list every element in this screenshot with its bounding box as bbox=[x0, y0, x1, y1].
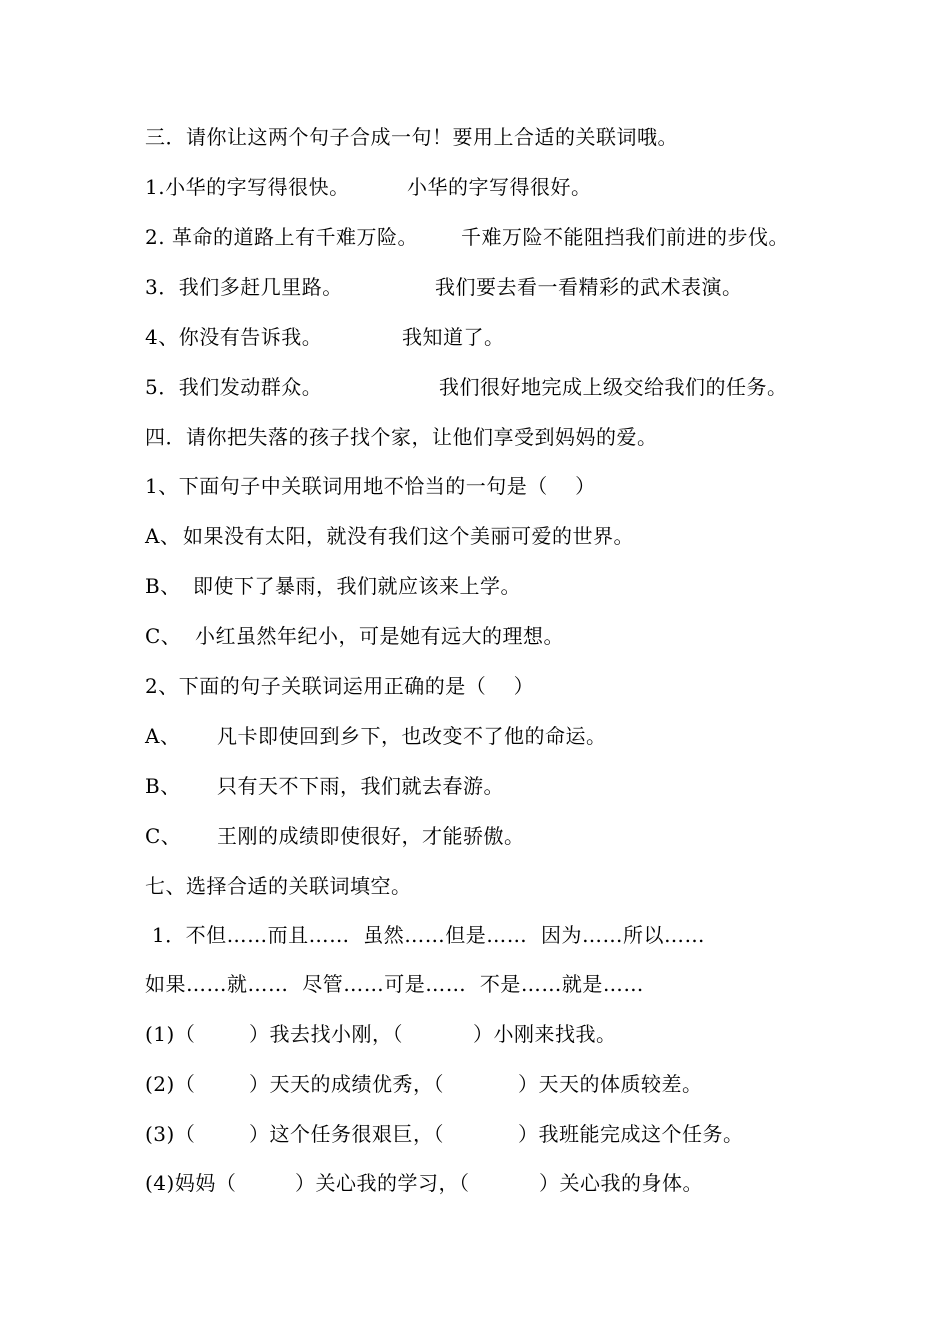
word-bank-line-2: 如果……就…… 尽管……可是…… 不是……就是…… bbox=[145, 972, 644, 996]
sentence-left: 4、你没有告诉我。 bbox=[145, 325, 323, 349]
blank-prefix: (3)（ bbox=[145, 1122, 196, 1146]
sentence-left: 5．我们发动群众。 bbox=[145, 375, 323, 399]
option-text: 凡卡即使回到乡下，也改变不了他的命运。 bbox=[217, 724, 607, 748]
blank-mid: ）关心我的学习，（ bbox=[295, 1171, 470, 1195]
option-label: C、 bbox=[145, 624, 182, 648]
section-7-heading: 七、选择合适的关联词填空。 bbox=[145, 874, 412, 898]
blank-prefix: (4)妈妈（ bbox=[145, 1171, 237, 1195]
option-label: C、 bbox=[145, 824, 182, 848]
blank-suffix: ）天天的体质较差。 bbox=[518, 1072, 703, 1096]
option-label: B、 bbox=[145, 774, 181, 798]
option-label: A、 bbox=[145, 524, 181, 548]
section-4-heading: 四．请你把失落的孩子找个家，让他们享受到妈妈的爱。 bbox=[145, 425, 658, 449]
question-1-stem: 1、下面句子中关联词用地不恰当的一句是（ ） bbox=[145, 474, 596, 498]
sentence-left: 2. 革命的道路上有千难万险。 bbox=[145, 225, 418, 249]
sentence-left: 3．我们多赶几里路。 bbox=[145, 275, 343, 299]
sentence-right: 小华的字写得很好。 bbox=[407, 175, 592, 199]
option-label: A、 bbox=[145, 724, 181, 748]
blank-prefix: (1)（ bbox=[145, 1022, 196, 1046]
blank-suffix: ）关心我的身体。 bbox=[539, 1171, 703, 1195]
option-text: 小红虽然年纪小，可是她有远大的理想。 bbox=[195, 624, 564, 648]
option-text: 只有天不下雨，我们就去春游。 bbox=[217, 774, 504, 798]
sentence-right: 千难万险不能阻挡我们前进的步伐。 bbox=[461, 225, 789, 249]
sentence-right: 我们要去看一看精彩的武术表演。 bbox=[435, 275, 743, 299]
blank-mid: ）我去找小刚，（ bbox=[249, 1022, 403, 1046]
blank-mid: ）这个任务很艰巨，（ bbox=[249, 1122, 444, 1146]
fill-blank-4 bbox=[145, 1170, 703, 1274]
blank-prefix: (2)（ bbox=[145, 1072, 196, 1096]
sentence-right: 我们很好地完成上级交给我们的任务。 bbox=[439, 375, 788, 399]
word-bank-line-1: 1．不但……而且…… 虽然……但是…… 因为……所以…… bbox=[145, 923, 706, 947]
option-text: 王刚的成绩即使很好，才能骄傲。 bbox=[217, 824, 525, 848]
question-2-stem: 2、下面的句子关联词运用正确的是（ ） bbox=[145, 674, 535, 698]
option-label: B、 bbox=[145, 574, 181, 598]
section-3-heading: 三．请你让这两个句子合成一句！要用上合适的关联词哦。 bbox=[145, 125, 678, 149]
sentence-left: 1.小华的字写得很快。 bbox=[145, 175, 350, 199]
blank-suffix: ）小刚来找我。 bbox=[473, 1022, 617, 1046]
blank-suffix: ）我班能完成这个任务。 bbox=[518, 1122, 744, 1146]
option-text: 如果没有太阳，就没有我们这个美丽可爱的世界。 bbox=[183, 524, 634, 548]
blank-mid: ）天天的成绩优秀，（ bbox=[249, 1072, 444, 1096]
option-text: 即使下了暴雨，我们就应该来上学。 bbox=[193, 574, 521, 598]
sentence-right: 我知道了。 bbox=[402, 325, 505, 349]
